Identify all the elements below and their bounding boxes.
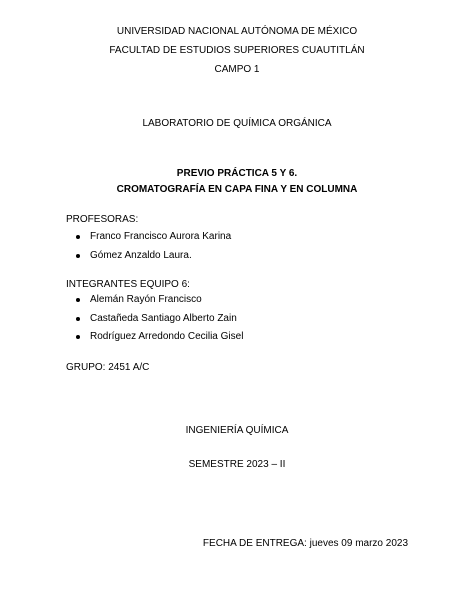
team-member-name: Castañeda Santiago Alberto Zain	[90, 312, 237, 324]
list-item	[76, 247, 231, 266]
delivery-date: FECHA DE ENTREGA: jueves 09 marzo 2023	[202, 538, 408, 549]
list-item	[76, 291, 243, 310]
list-item	[76, 328, 243, 347]
team-member-name: Rodríguez Arredondo Cecilia Gisel	[90, 331, 244, 343]
professors-label: PROFESORAS:	[66, 214, 139, 225]
list-item	[76, 228, 231, 247]
semester-info: SEMESTRE 2023 – II	[188, 459, 286, 470]
team-label: INTEGRANTES EQUIPO 6:	[66, 279, 190, 290]
professor-name: Gómez Anzaldo Laura.	[90, 249, 192, 261]
bullet-icon	[76, 235, 80, 239]
list-item	[76, 310, 243, 329]
bullet-icon	[76, 317, 80, 321]
bullet-icon	[76, 254, 80, 258]
bullet-icon	[76, 298, 80, 302]
practice-title-line2: CROMATOGRAFÍA EN CAPA FINA Y EN COLUMNA	[116, 184, 358, 195]
group-info: GRUPO: 2451 A/C	[66, 362, 150, 373]
university-name: UNIVERSIDAD NACIONAL AUTÓNOMA DE MÉXICO	[116, 26, 358, 37]
practice-title-line1: PREVIO PRÁCTICA 5 Y 6.	[176, 168, 298, 179]
team-member-name: Alemán Rayón Francisco	[90, 294, 202, 306]
career-name: INGENIERÍA QUÍMICA	[185, 425, 289, 436]
faculty-name: FACULTAD DE ESTUDIOS SUPERIORES CUAUTITLÁN	[109, 45, 365, 56]
campus-name: CAMPO 1	[214, 64, 260, 75]
laboratory-name: LABORATORIO DE QUÍMICA ORGÁNICA	[142, 118, 332, 129]
bullet-icon	[76, 335, 80, 339]
professors-list	[76, 228, 231, 265]
professor-name: Franco Francisco Aurora Karina	[90, 231, 232, 243]
team-list	[76, 291, 243, 347]
